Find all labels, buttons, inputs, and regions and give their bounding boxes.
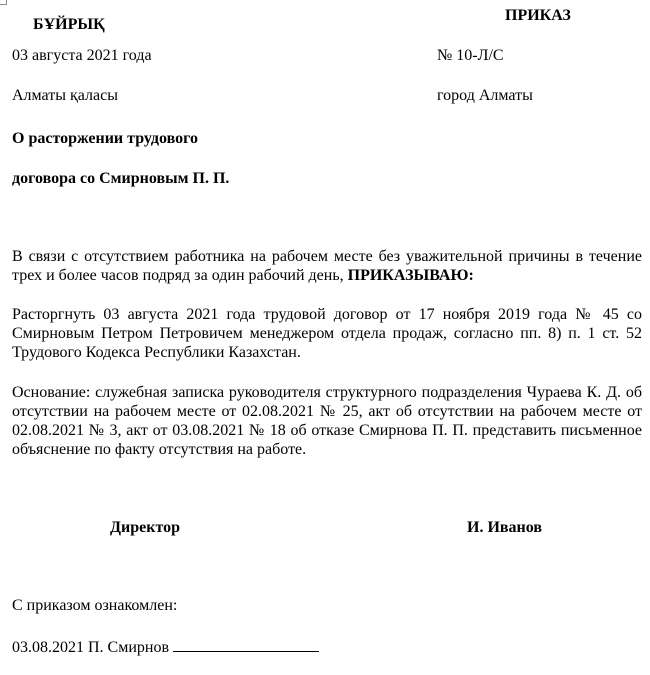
order-number: № 10-Л/С: [437, 47, 504, 64]
intro-paragraph: [12, 247, 642, 285]
page-corner-mark: [0, 0, 7, 5]
subject-line-1: О расторжении трудового: [12, 130, 198, 147]
acknowledgement-date-name: 03.08.2021 П. Смирнов: [12, 639, 170, 656]
signature-position: Директор: [110, 519, 180, 536]
intro-text: В связи с отсутствием работника на рабочем месте без уважительной причины в течение трех и более часов подряд за один рабочий день,: [12, 248, 642, 284]
subject-line-2: договора со Смирновым П. П.: [12, 170, 230, 187]
acknowledgement-label: С приказом ознакомлен:: [12, 597, 178, 614]
city-ru: город Алматы: [437, 87, 533, 104]
title-ru: ПРИКАЗ: [505, 7, 571, 24]
intro-directive: ПРИКАЗЫВАЮ:: [347, 267, 474, 284]
signature-name: И. Иванов: [467, 519, 542, 536]
order-date: 03 августа 2021 года: [12, 47, 152, 64]
title-kz: БҰЙРЫҚ: [33, 16, 105, 33]
basis-paragraph: Основание: служебная записка руководителя структурного подразделения Чураева К. Д. об отсутствии на рабочем месте от 02.08.2021 № 25, акт об отсутствии на рабочем месте от 02.08.2021 № 3, акт от 03.08.2021 № 18 об отказе Смирнова П. П. представить письменное объяснение по факту отсутствия на работе.: [12, 384, 642, 458]
order-paragraph: Расторгнуть 03 августа 2021 года трудовой договор от 17 ноября 2019 года № 45 со Смирновым Петром Петровичем менеджером отдела продаж, согласно пп. 8) п. 1 ст. 52 Трудового Кодекса Республики Казахстан.: [12, 306, 642, 361]
signature-line: [173, 636, 319, 652]
city-kz: Алматы қаласы: [12, 87, 118, 104]
acknowledgement-signature: [12, 636, 319, 658]
